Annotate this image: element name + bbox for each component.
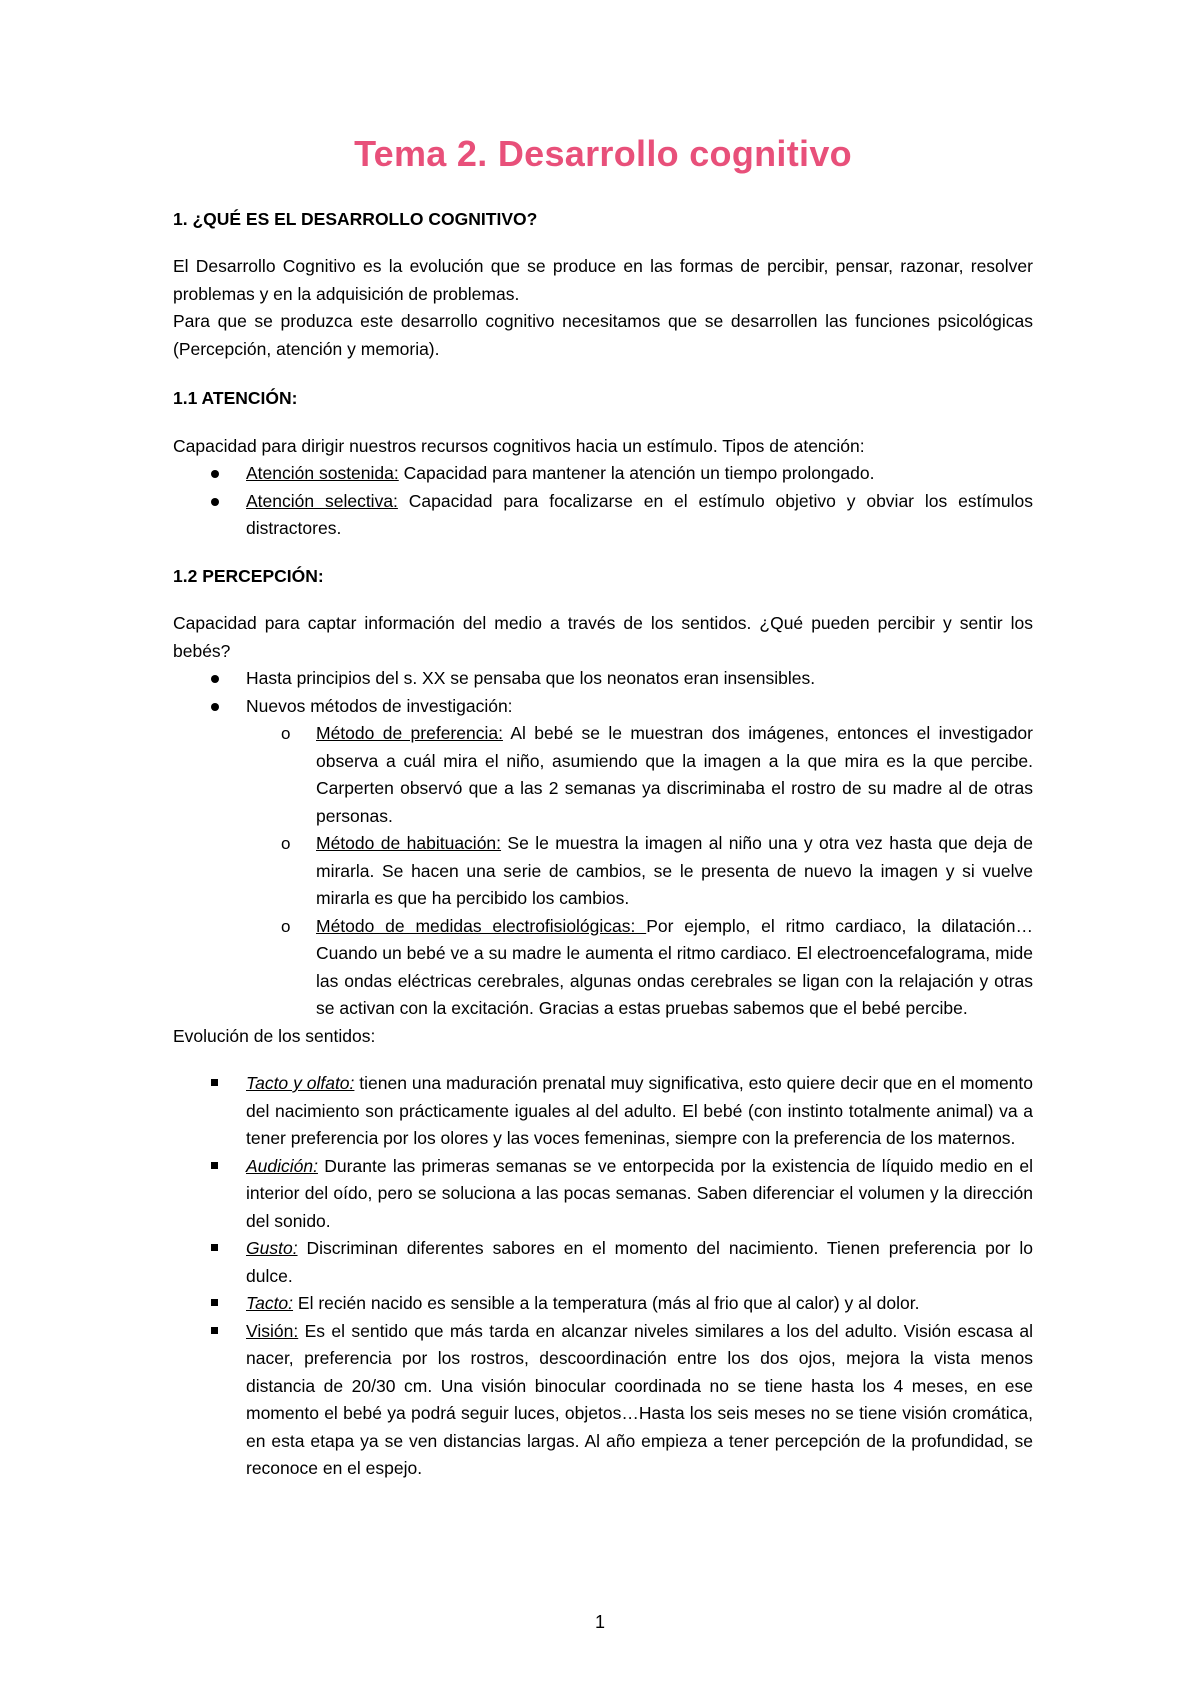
method-item xyxy=(243,913,1033,1023)
paragraph-atencion-intro: Capacidad para dirigir nuestros recursos cognitivos hacia un estímulo. Tipos de atención: xyxy=(173,435,865,456)
list-item xyxy=(173,1235,1033,1290)
list-item: Nuevos métodos de investigación: xyxy=(173,693,1033,721)
page-number: 1 xyxy=(594,1612,605,1632)
term-metodo-habituacion: Método de habituación: xyxy=(316,833,502,853)
term-metodo-preferencia: Método de preferencia: xyxy=(316,723,503,743)
methods-list xyxy=(243,720,1033,1023)
term-vision: Visión: xyxy=(246,1320,299,1341)
atencion-list xyxy=(173,460,1033,543)
list-item-text: Es el sentido que más tarda en alcanzar niveles similares a los del adulto. Visión escasa al nacer, preferencia por los rostros, descoordinación entre los dos ojos, mejora la vista menos distancia de 20/30 cm. Una visión binocular coordinada no se tiene hasta los 4 meses, en ese momento el bebé ya podrá seguir luces, objetos…Hasta los seis meses no se tiene visión cromática, en esta etapa ya se ven distancias largas. Al año empieza a tener percepción de la profundidad, se reconoce en el espejo. xyxy=(246,1320,1033,1478)
list-item-text: tienen una maduración prenatal muy significativa, esto quiere decir que en el momento del nacimiento son prácticamente iguales al del adulto. El bebé (con instinto totalmente animal) va a tener preferencia por los olores y las voces femeninas, siempre con la preferencia de los maternos. xyxy=(246,1073,1034,1148)
term-tacto-olfato: Tacto y olfato: xyxy=(246,1073,355,1093)
list-item-text: Capacidad para focalizarse en el estímulo objetivo y obviar los estímulos distractores. xyxy=(246,490,1033,538)
term-audicion: Audición: xyxy=(246,1155,318,1176)
list-item xyxy=(173,1290,1033,1318)
list-item xyxy=(173,488,1033,543)
term-metodo-electrofisiologicas: Método de medidas electrofisiológicas: xyxy=(316,915,647,936)
page-content xyxy=(173,133,1034,1483)
method-text: Se le muestra la imagen al niño una y otra vez hasta que deja de mirarla. Se hacen una serie de cambios, se le presenta de nuevo la imagen y si vuelve mirarla es que ha percibido los cambios. xyxy=(316,833,1033,908)
term-gusto: Gusto: xyxy=(246,1238,298,1258)
list-item xyxy=(173,1070,1033,1153)
term-atencion-sostenida: Atención sostenida: xyxy=(246,463,399,483)
term-atencion-selectiva: Atención selectiva: xyxy=(246,490,398,511)
list-item: Hasta principios del s. XX se pensaba que los neonatos eran insensibles. xyxy=(173,665,1033,693)
paragraph-definition: El Desarrollo Cognitivo es la evolución que se produce en las formas de percibir, pensar, razonar, resolver problemas y en la adquisición de problemas. xyxy=(173,256,1033,304)
page-title: Tema 2. Desarrollo cognitivo xyxy=(354,133,852,174)
list-item-text: Discriminan diferentes sabores en el momento del nacimiento. Tienen preferencia por lo dulce. xyxy=(246,1238,1033,1286)
paragraph-percepcion-intro: Capacidad para captar información del medio a través de los sentidos. ¿Qué pueden percibir y sentir los bebés? xyxy=(173,613,1033,661)
section-heading-percepcion: 1.2 PERCEPCIÓN: xyxy=(173,565,324,586)
section-heading-atencion: 1.1 ATENCIÓN: xyxy=(173,388,298,408)
list-item-text: El recién nacido es sensible a la temperatura (más al frio que al calor) y al dolor. xyxy=(293,1293,920,1313)
list-item-text: Capacidad para mantener la atención un tiempo prolongado. xyxy=(398,463,875,483)
term-tacto: Tacto: xyxy=(246,1293,294,1313)
list-item-text: Durante las primeras semanas se ve entorpecida por la existencia de líquido medio en el interior del oído, pero se soluciona a las pocas semanas. Saben diferenciar el volumen y la dirección del sonido. xyxy=(246,1155,1033,1231)
method-item xyxy=(243,830,1033,913)
list-item xyxy=(173,1318,1033,1483)
method-item xyxy=(243,720,1033,830)
method-text: Por ejemplo, el ritmo cardiaco, la dilatación… Cuando un bebé ve a su madre le aumenta el ritmo cardiaco. El electroencefalograma, mide las ondas eléctricas cerebrales, algunas ondas cerebrales se ligan con la relajación y otras se activan con la excitación. Gracias a estas pruebas sabemos que el bebé percibe. xyxy=(316,915,1033,1018)
sentidos-list xyxy=(173,1070,1033,1483)
method-text: Al bebé se le muestran dos imágenes, entonces el investigador observa a cuál mira el niño, asumiendo que la imagen a la que mira es la que percibe. Carperten observó que a las 2 semanas ya discriminaba el rostro de su madre al de otras personas. xyxy=(316,723,1033,826)
section-heading-que-es: 1. ¿QUÉ ES EL DESARROLLO COGNITIVO? xyxy=(173,208,538,229)
percepcion-list xyxy=(173,665,1033,720)
paragraph-sentidos-intro: Evolución de los sentidos: xyxy=(173,1025,376,1046)
list-item xyxy=(173,1153,1033,1236)
paragraph-functions: Para que se produzca este desarrollo cognitivo necesitamos que se desarrollen las funciones psicológicas (Percepción, atención y memoria). xyxy=(173,311,1033,359)
list-item xyxy=(173,460,1033,488)
